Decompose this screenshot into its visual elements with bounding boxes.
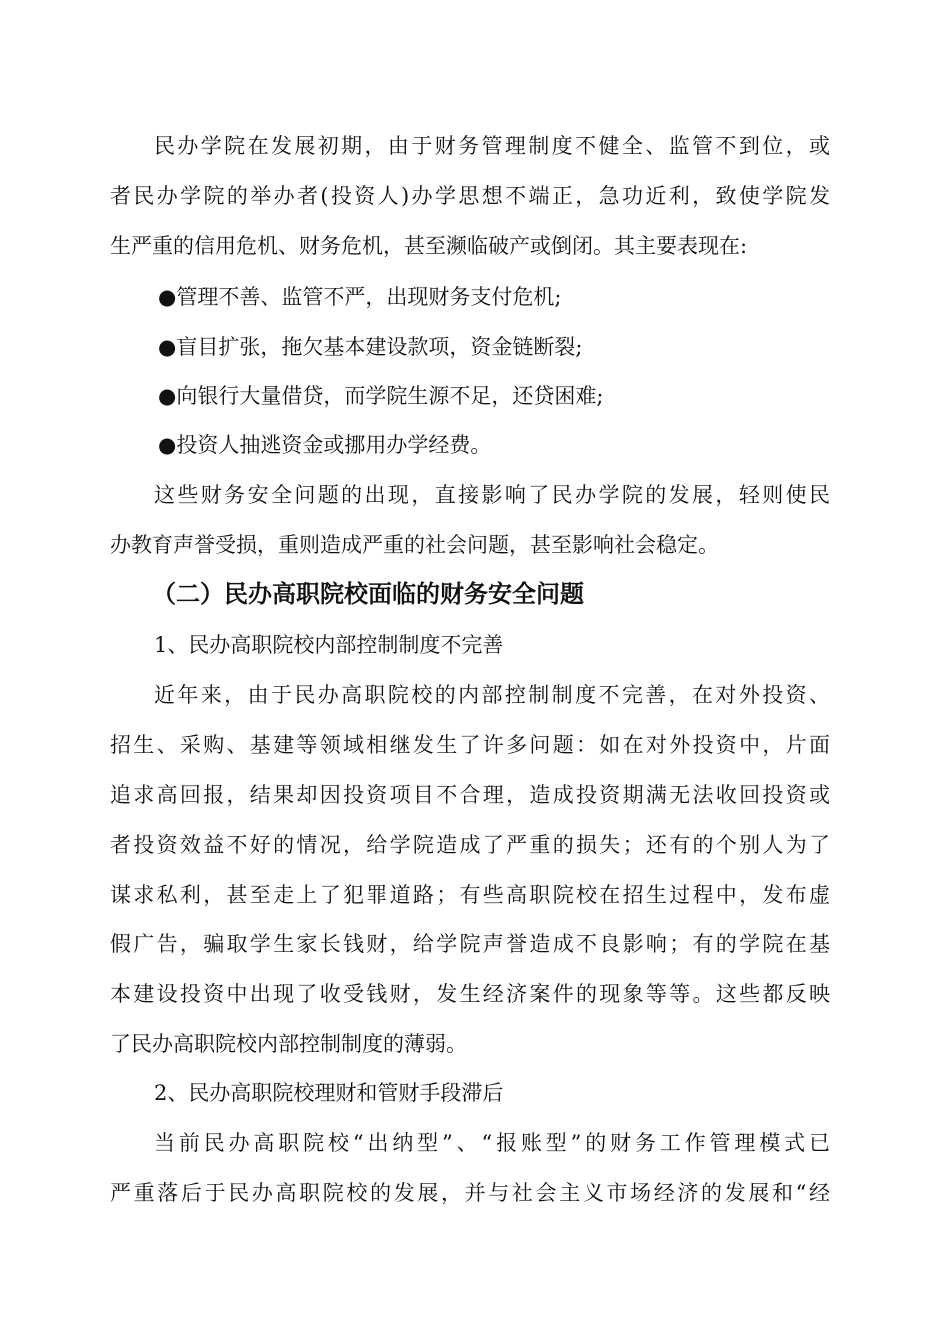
paragraph-line: 本建设投资中出现了收受钱财，发生经济案件的现象等等。这些都反映 — [110, 982, 830, 1006]
paragraph-line: 近年来，由于民办高职院校的内部控制制度不完善，在对外投资、 — [154, 683, 830, 707]
paragraph-line: 生严重的信用危机、财务危机，甚至濒临破产或倒闭。其主要表现在: — [110, 234, 748, 258]
paragraph-line: 者民办学院的举办者(投资人)办学思想不端正，急功近利，致使学院发 — [110, 184, 830, 208]
paragraph-line: 假广告，骗取学生家长钱财，给学院声誉造成不良影响；有的学院在基 — [110, 932, 830, 956]
bullet-item: ●向银行大量借贷，而学院生源不足，还贷困难; — [158, 384, 604, 408]
paragraph-line: 民办学院在发展初期，由于财务管理制度不健全、监管不到位，或 — [154, 134, 830, 158]
paragraph-line: 者投资效益不好的情况，给学院造成了严重的损失；还有的个别人为了 — [110, 833, 830, 857]
subsection-heading: 2、民办高职院校理财和管财手段滞后 — [154, 1081, 504, 1105]
paragraph-line: 追求高回报，结果却因投资项目不合理，造成投资期满无法收回投资或 — [110, 783, 830, 807]
paragraph-line: 办教育声誉受损，重则造成严重的社会问题，甚至影响社会稳定。 — [110, 533, 719, 557]
paragraph-line: 当前民办高职院校“出纳型”、“报账型”的财务工作管理模式已 — [154, 1131, 830, 1155]
bullet-item: ●投资人抽逃资金或挪用办学经费。 — [158, 433, 492, 457]
section-heading: （二）民办高职院校面临的财务安全问题 — [152, 580, 584, 608]
subsection-heading: 1、民办高职院校内部控制制度不完善 — [154, 633, 504, 657]
bullet-item: ●盲目扩张，拖欠基本建设款项，资金链断裂; — [158, 335, 583, 359]
paragraph-line: 严重落后于民办高职院校的发展，并与社会主义市场经济的发展和“经 — [110, 1181, 830, 1205]
paragraph-line: 招生、采购、基建等领域相继发生了许多问题：如在对外投资中，片面 — [110, 733, 830, 757]
bullet-item: ●管理不善、监管不严，出现财务支付危机; — [158, 285, 562, 309]
paragraph-line: 这些财务安全问题的出现，直接影响了民办学院的发展，轻则使民 — [154, 483, 830, 507]
paragraph-line: 了民办高职院校内部控制制度的薄弱。 — [110, 1032, 467, 1056]
paragraph-line: 谋求私利，甚至走上了犯罪道路；有些高职院校在招生过程中，发布虚 — [110, 883, 830, 907]
